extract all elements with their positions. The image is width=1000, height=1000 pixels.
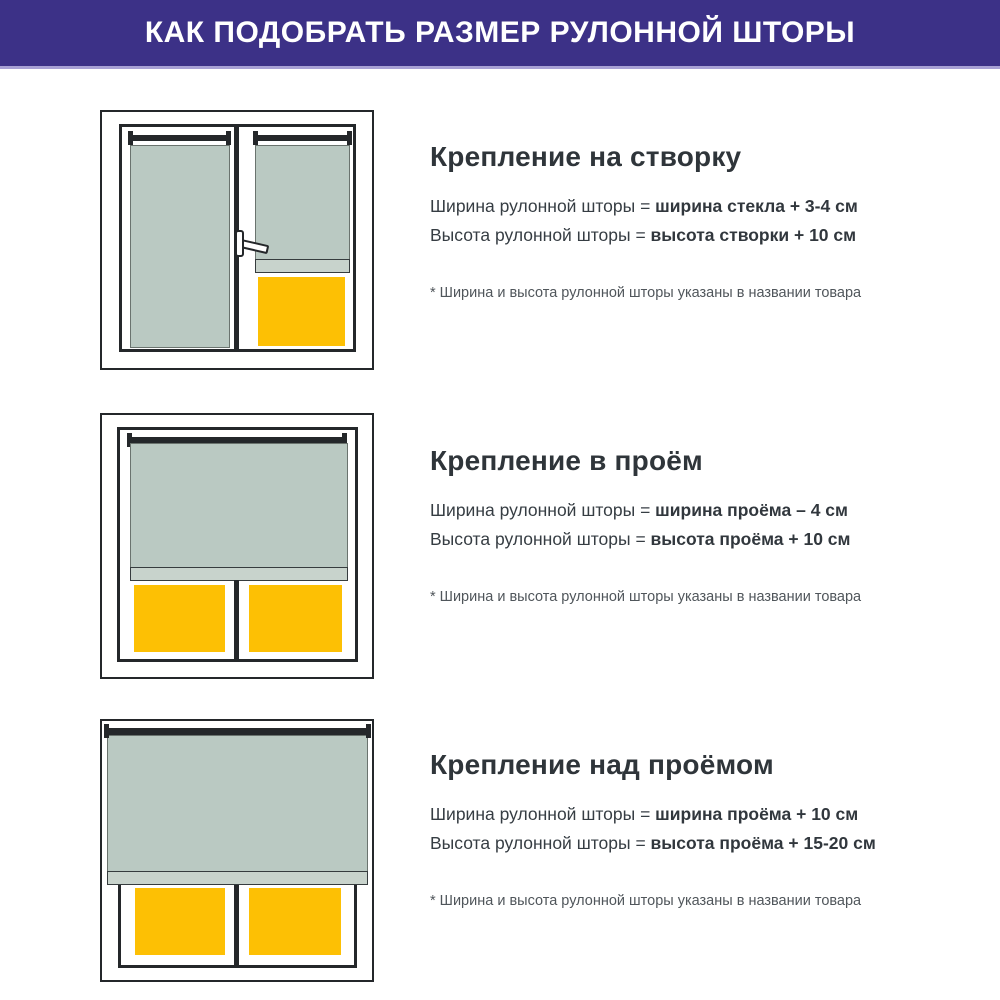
blind-hem xyxy=(255,259,350,273)
formula-height xyxy=(430,221,930,250)
glass-pane-left xyxy=(134,585,225,652)
formula-width xyxy=(430,496,930,525)
glass-pane-right xyxy=(249,585,342,652)
formula-list xyxy=(430,192,930,250)
formula-list xyxy=(430,800,930,858)
formula-value: ширина проёма + 10 см xyxy=(655,804,859,824)
formula-value: высота проёма + 15-20 см xyxy=(650,833,876,853)
roller-rod-right xyxy=(253,135,352,141)
window-illustration-opening-mount xyxy=(100,413,374,679)
blind-hem xyxy=(107,871,368,885)
window-handle-base xyxy=(235,230,244,257)
formula-height xyxy=(430,829,930,858)
section-sash-mount xyxy=(430,140,930,301)
blind-hem xyxy=(130,567,348,581)
formula-label: Ширина рулонной шторы = xyxy=(430,500,656,520)
footnote: * Ширина и высота рулонной шторы указаны в названии товара xyxy=(430,285,862,301)
roller-blind-left xyxy=(130,145,230,348)
roller-blind xyxy=(107,735,368,872)
section-heading: Крепление в проём xyxy=(430,445,703,476)
formula-value: высота проёма + 10 см xyxy=(650,529,851,549)
glass-pane-left xyxy=(135,888,225,955)
formula-label: Ширина рулонной шторы = xyxy=(430,196,656,216)
window-divider xyxy=(234,580,239,662)
glass-pane xyxy=(258,277,345,346)
formula-label: Ширина рулонной шторы = xyxy=(430,804,656,824)
formula-label: Высота рулонной шторы = xyxy=(430,529,651,549)
formula-label: Высота рулонной шторы = xyxy=(430,225,651,245)
formula-width xyxy=(430,800,930,829)
window-illustration-sash-mount xyxy=(100,110,374,370)
page-title: КАК ПОДОБРАТЬ РАЗМЕР РУЛОННОЙ ШТОРЫ xyxy=(144,16,856,49)
formula-list xyxy=(430,496,930,554)
section-heading: Крепление на створку xyxy=(430,141,742,172)
formula-value: ширина стекла + 3-4 см xyxy=(655,196,858,216)
roller-blind-right xyxy=(255,145,350,260)
roller-rod-left xyxy=(128,135,231,141)
roller-blind xyxy=(130,443,348,568)
window-illustration-above-opening-mount xyxy=(100,719,374,982)
section-above-opening-mount xyxy=(430,748,930,909)
title-bar xyxy=(0,0,1000,69)
formula-value: ширина проёма – 4 см xyxy=(655,500,848,520)
formula-height xyxy=(430,525,930,554)
formula-width xyxy=(430,192,930,221)
footnote: * Ширина и высота рулонной шторы указаны в названии товара xyxy=(430,893,862,909)
formula-value: высота створки + 10 см xyxy=(650,225,857,245)
section-opening-mount xyxy=(430,444,930,605)
roller-rod xyxy=(104,728,371,735)
window-divider xyxy=(234,885,239,968)
section-heading: Крепление над проёмом xyxy=(430,749,774,780)
glass-pane-right xyxy=(249,888,341,955)
formula-label: Высота рулонной шторы = xyxy=(430,833,651,853)
footnote: * Ширина и высота рулонной шторы указаны в названии товара xyxy=(430,589,862,605)
